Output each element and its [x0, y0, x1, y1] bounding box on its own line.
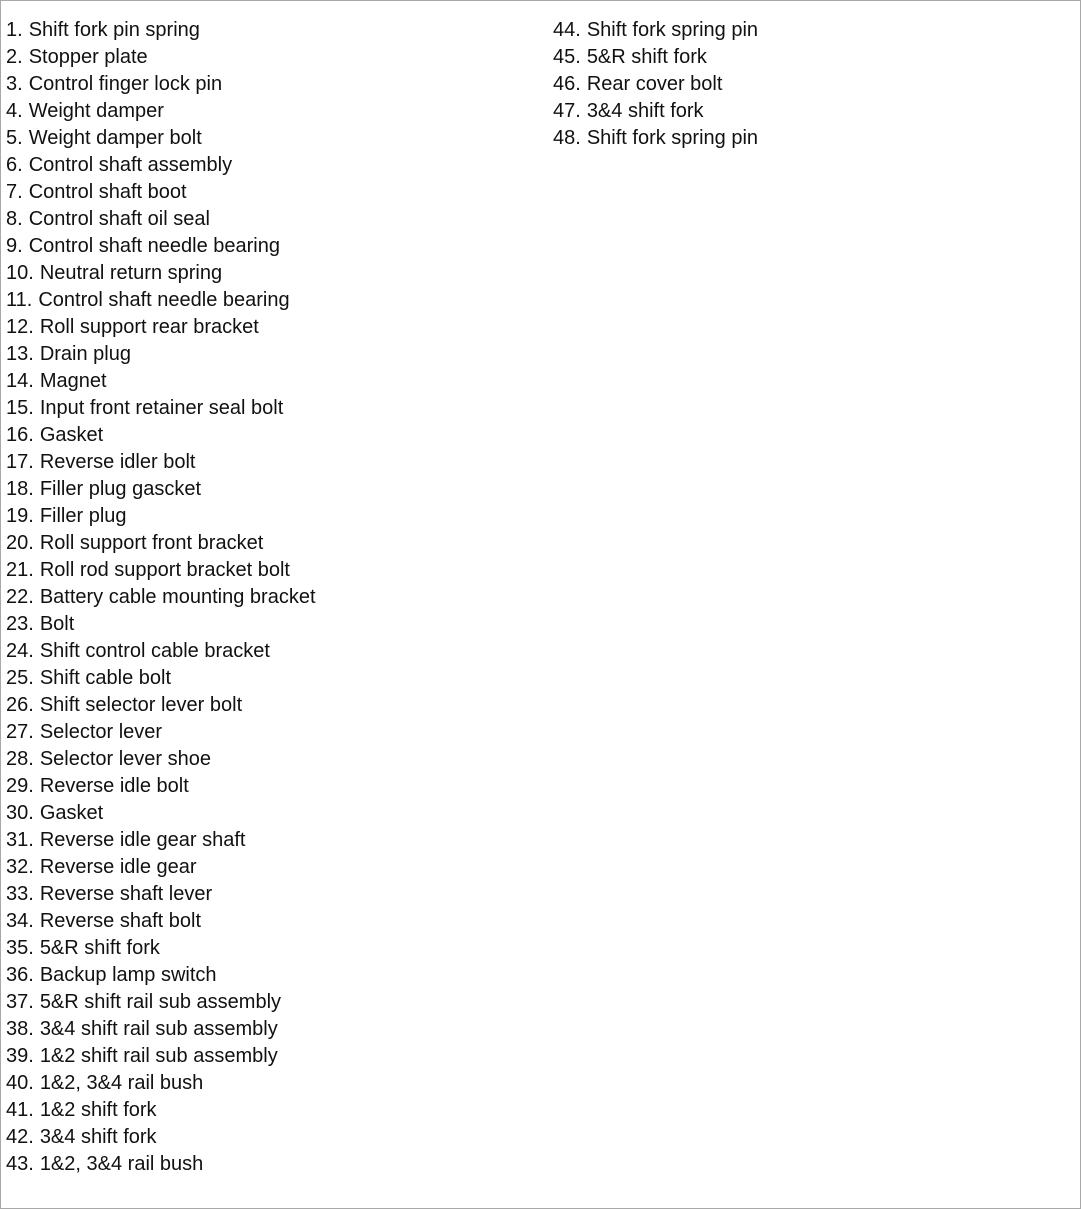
item-number: 48. — [553, 127, 581, 149]
item-number: 46. — [553, 73, 581, 95]
item-number: 29. — [6, 775, 34, 797]
list-item — [6, 557, 536, 584]
item-number: 37. — [6, 991, 34, 1013]
list-item — [6, 611, 536, 638]
list-item — [6, 1016, 536, 1043]
item-number: 30. — [6, 802, 34, 824]
item-label: Drain plug — [39, 343, 131, 365]
list-item — [6, 962, 536, 989]
item-number: 9. — [6, 235, 23, 257]
list-item — [6, 368, 536, 395]
item-label: 3&4 shift rail sub assembly — [39, 1018, 278, 1040]
item-label: 5&R shift rail sub assembly — [39, 991, 282, 1013]
item-number: 8. — [6, 208, 23, 230]
item-label: 3&4 shift fork — [39, 1126, 157, 1148]
list-item — [6, 98, 536, 125]
list-item — [6, 179, 536, 206]
item-number: 7. — [6, 181, 23, 203]
item-label: 1&2 shift rail sub assembly — [39, 1045, 278, 1067]
list-item — [6, 422, 536, 449]
item-number: 33. — [6, 883, 34, 905]
item-label: Weight damper bolt — [28, 127, 202, 149]
item-label: 5&R shift fork — [586, 46, 707, 68]
parts-list-left-column — [6, 17, 536, 1178]
list-item — [6, 341, 536, 368]
item-label: Selector lever shoe — [39, 748, 212, 770]
list-item — [6, 449, 536, 476]
item-label: Gasket — [39, 802, 104, 824]
list-item — [6, 638, 536, 665]
item-label: Roll support front bracket — [39, 532, 264, 554]
item-number: 32. — [6, 856, 34, 878]
item-label: Gasket — [39, 424, 104, 446]
item-number: 26. — [6, 694, 34, 716]
item-number: 31. — [6, 829, 34, 851]
item-number: 1. — [6, 19, 23, 41]
item-label: Reverse idle gear — [39, 856, 197, 878]
list-item — [6, 1070, 536, 1097]
list-item — [6, 233, 536, 260]
item-label: Shift fork spring pin — [586, 127, 759, 149]
list-item — [6, 989, 536, 1016]
item-label: Shift control cable bracket — [39, 640, 270, 662]
item-label: 5&R shift fork — [39, 937, 160, 959]
list-item — [6, 881, 536, 908]
item-number: 21. — [6, 559, 34, 581]
item-label: Neutral return spring — [39, 262, 223, 284]
list-item — [6, 395, 536, 422]
item-number: 3. — [6, 73, 23, 95]
parts-list-right-column — [553, 17, 1053, 152]
item-number: 15. — [6, 397, 34, 419]
item-label: Control shaft assembly — [28, 154, 233, 176]
list-item — [6, 152, 536, 179]
item-number: 23. — [6, 613, 34, 635]
item-label: Magnet — [39, 370, 107, 392]
item-number: 11. — [6, 289, 33, 311]
item-number: 4. — [6, 100, 23, 122]
item-label: Stopper plate — [28, 46, 148, 68]
list-item — [6, 827, 536, 854]
list-item — [6, 584, 536, 611]
list-item — [6, 260, 536, 287]
list-item — [553, 17, 1053, 44]
item-label: Shift selector lever bolt — [39, 694, 243, 716]
list-item — [6, 476, 536, 503]
list-item — [6, 206, 536, 233]
list-item — [6, 44, 536, 71]
item-label: Reverse shaft lever — [39, 883, 213, 905]
item-label: Rear cover bolt — [586, 73, 723, 95]
item-label: 1&2, 3&4 rail bush — [39, 1072, 204, 1094]
item-number: 25. — [6, 667, 34, 689]
item-number: 13. — [6, 343, 34, 365]
item-label: Filler plug — [39, 505, 127, 527]
item-number: 28. — [6, 748, 34, 770]
list-item — [6, 800, 536, 827]
list-item — [6, 1124, 536, 1151]
item-number: 12. — [6, 316, 34, 338]
list-item — [6, 719, 536, 746]
item-number: 18. — [6, 478, 34, 500]
item-label: Shift fork pin spring — [28, 19, 200, 41]
item-number: 22. — [6, 586, 34, 608]
item-label: Selector lever — [39, 721, 163, 743]
list-item — [6, 314, 536, 341]
item-label: Filler plug gascket — [39, 478, 201, 500]
item-label: Battery cable mounting bracket — [39, 586, 316, 608]
item-number: 38. — [6, 1018, 34, 1040]
item-number: 14. — [6, 370, 34, 392]
item-label: Roll rod support bracket bolt — [39, 559, 290, 581]
list-item — [6, 908, 536, 935]
list-item — [6, 854, 536, 881]
item-number: 40. — [6, 1072, 34, 1094]
item-label: Bolt — [39, 613, 75, 635]
item-number: 16. — [6, 424, 34, 446]
list-item — [6, 287, 536, 314]
item-label: Roll support rear bracket — [39, 316, 259, 338]
list-item — [6, 665, 536, 692]
item-number: 5. — [6, 127, 23, 149]
item-number: 41. — [6, 1099, 34, 1121]
list-item — [6, 530, 536, 557]
item-label: Input front retainer seal bolt — [39, 397, 284, 419]
list-item — [553, 98, 1053, 125]
item-number: 2. — [6, 46, 23, 68]
item-number: 45. — [553, 46, 581, 68]
list-item — [6, 1043, 536, 1070]
item-label: Reverse idler bolt — [39, 451, 196, 473]
list-item — [6, 71, 536, 98]
list-item — [553, 71, 1053, 98]
item-label: Shift fork spring pin — [586, 19, 759, 41]
list-item — [553, 125, 1053, 152]
list-item — [6, 1097, 536, 1124]
item-number: 10. — [6, 262, 34, 284]
item-label: Reverse shaft bolt — [39, 910, 202, 932]
item-label: Shift cable bolt — [39, 667, 172, 689]
list-item — [6, 935, 536, 962]
item-label: Control shaft needle bearing — [38, 289, 290, 311]
item-number: 20. — [6, 532, 34, 554]
item-number: 35. — [6, 937, 34, 959]
item-label: 1&2, 3&4 rail bush — [39, 1153, 204, 1175]
item-label: Control shaft boot — [28, 181, 187, 203]
item-number: 19. — [6, 505, 34, 527]
item-label: Control finger lock pin — [28, 73, 223, 95]
item-number: 42. — [6, 1126, 34, 1148]
item-number: 27. — [6, 721, 34, 743]
list-item — [6, 125, 536, 152]
item-number: 17. — [6, 451, 34, 473]
item-label: Reverse idle gear shaft — [39, 829, 246, 851]
list-item — [6, 746, 536, 773]
item-label: Reverse idle bolt — [39, 775, 189, 797]
item-label: 3&4 shift fork — [586, 100, 704, 122]
list-item — [6, 773, 536, 800]
item-number: 44. — [553, 19, 581, 41]
list-item — [6, 692, 536, 719]
list-item — [6, 503, 536, 530]
item-label: 1&2 shift fork — [39, 1099, 157, 1121]
item-number: 6. — [6, 154, 23, 176]
item-number: 47. — [553, 100, 581, 122]
item-number: 24. — [6, 640, 34, 662]
item-number: 43. — [6, 1153, 34, 1175]
item-label: Control shaft oil seal — [28, 208, 210, 230]
list-item — [6, 1151, 536, 1178]
item-label: Control shaft needle bearing — [28, 235, 280, 257]
item-number: 34. — [6, 910, 34, 932]
item-label: Weight damper — [28, 100, 164, 122]
item-number: 39. — [6, 1045, 34, 1067]
item-number: 36. — [6, 964, 34, 986]
list-item — [6, 17, 536, 44]
list-item — [553, 44, 1053, 71]
item-label: Backup lamp switch — [39, 964, 217, 986]
